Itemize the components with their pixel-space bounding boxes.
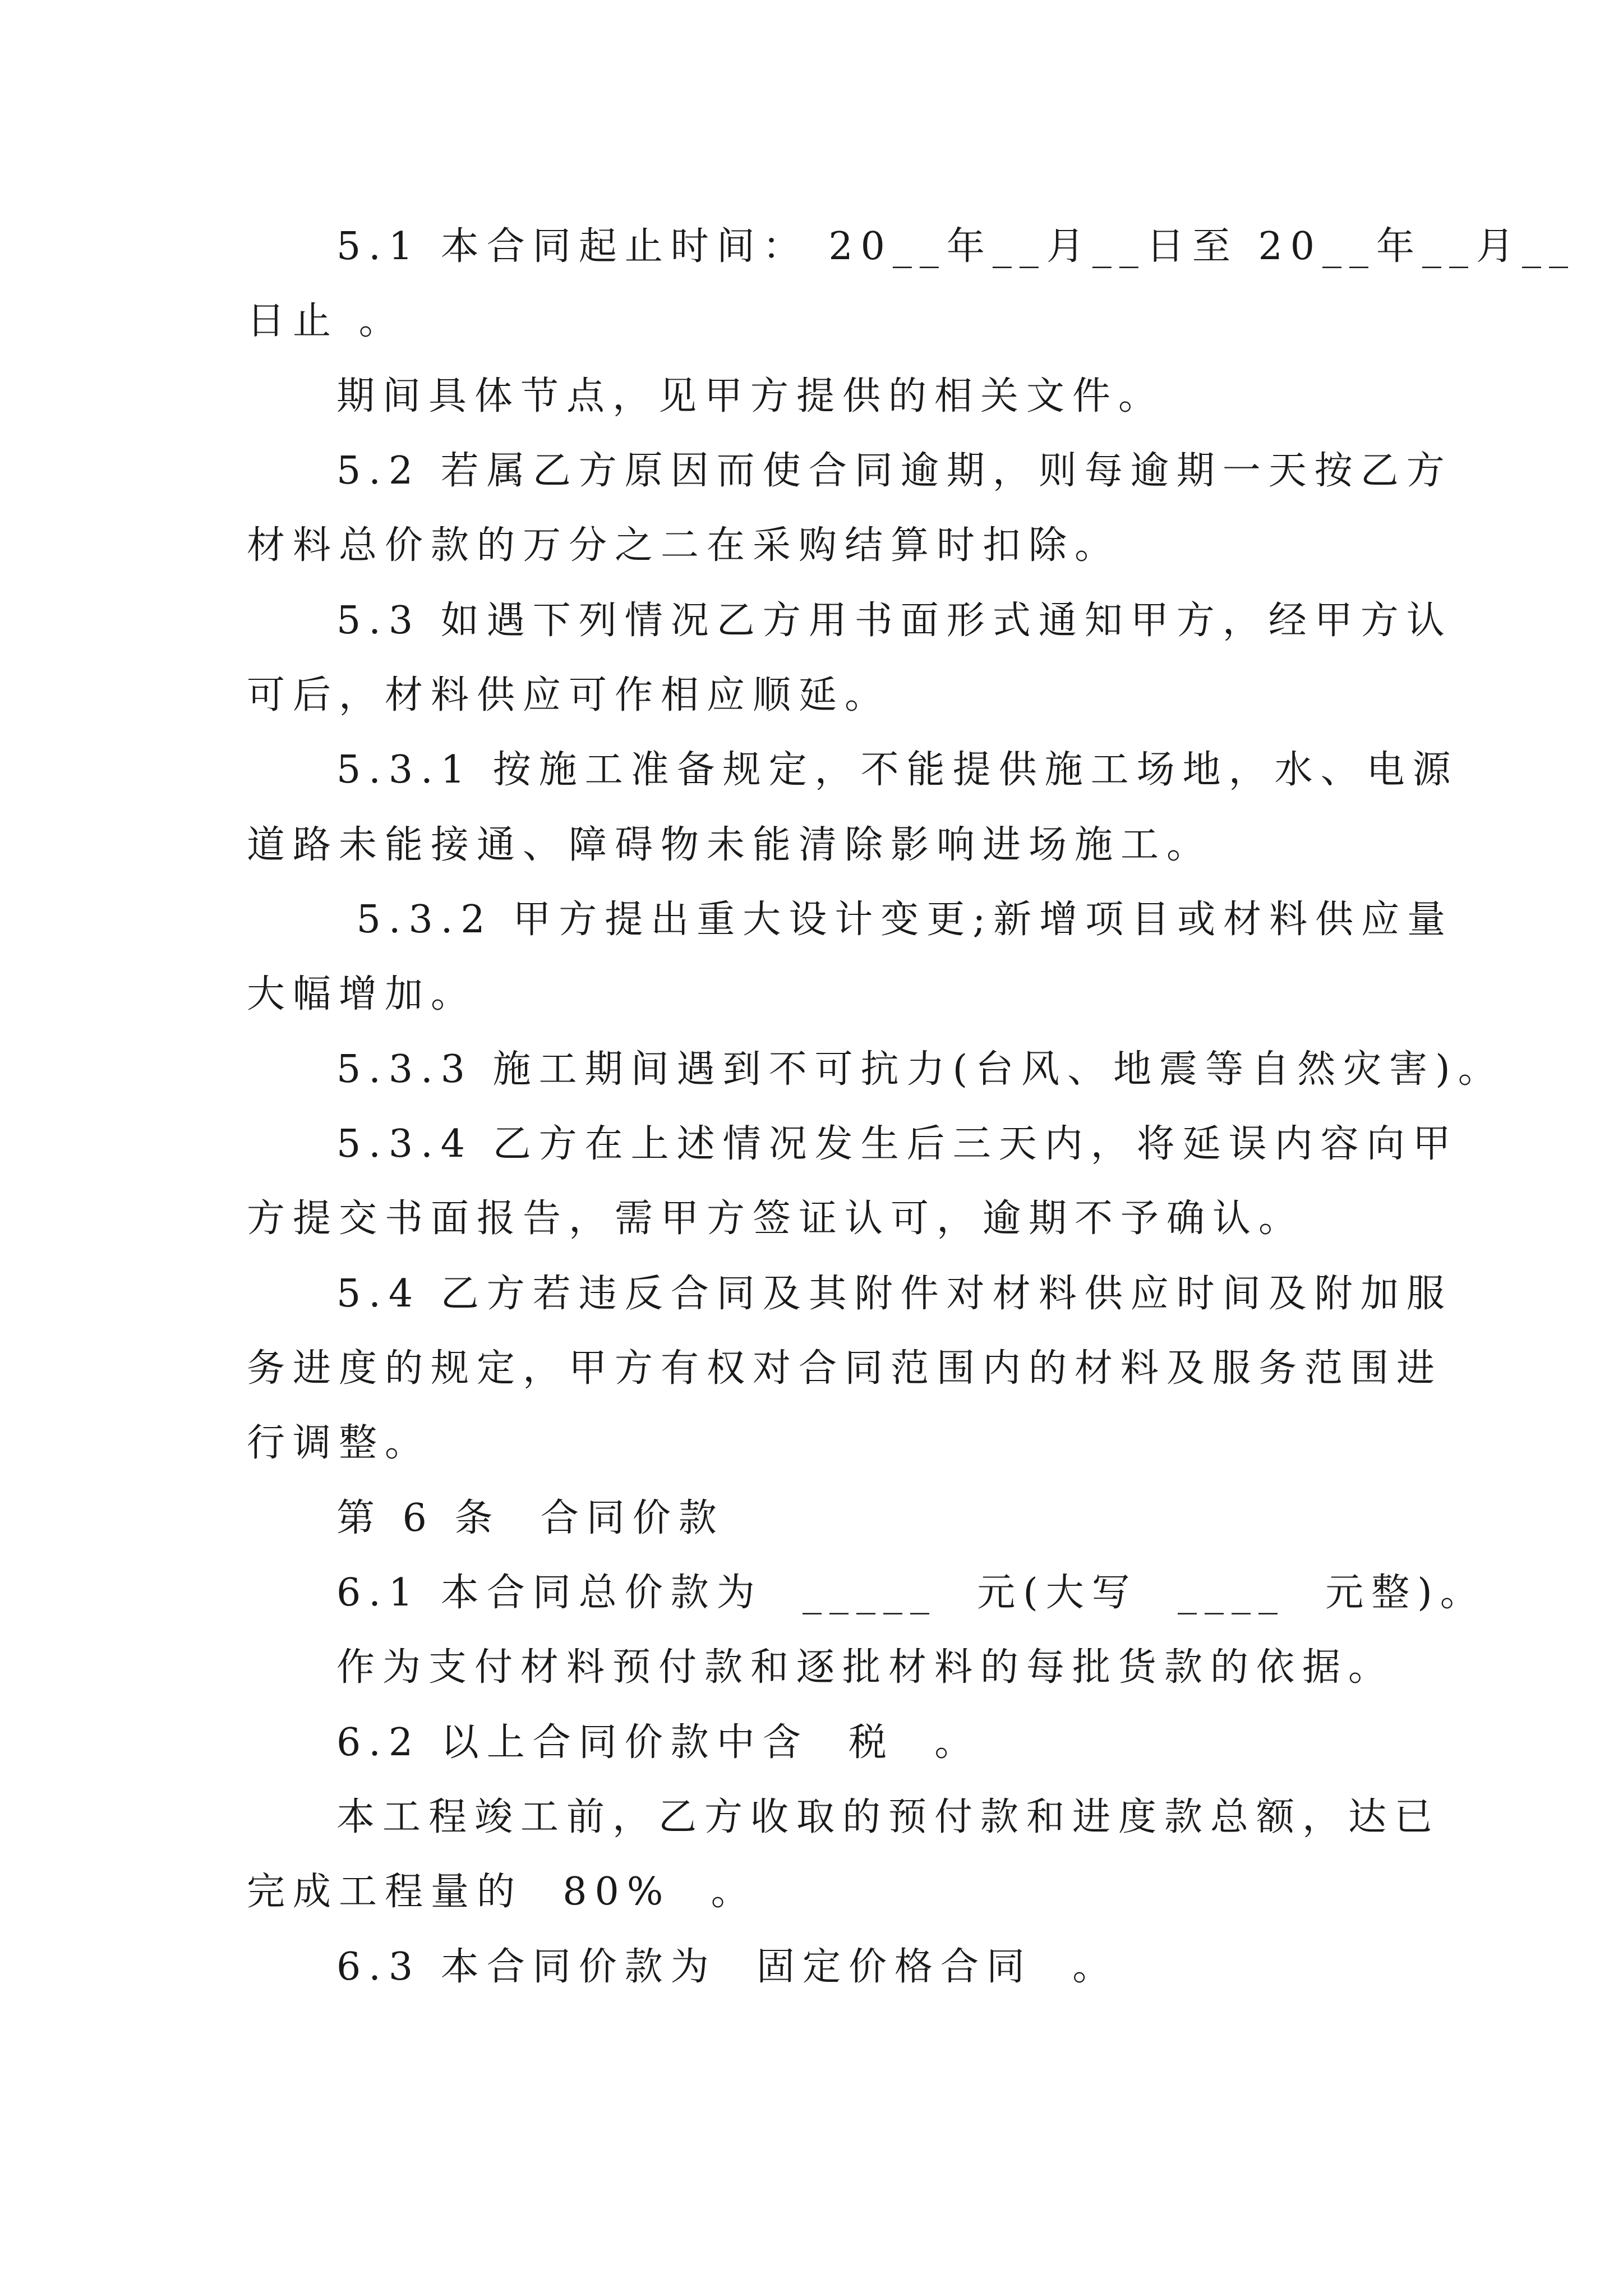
text-line-5-3-3: 5.3.3 施工期间遇到不可抗力(台风、地震等自然灾害)。 xyxy=(336,1047,1504,1092)
text-line-5-1-a: 5.1 本合同起止时间： 20__年__月__日至 20__年__月__ xyxy=(336,224,1576,269)
text-line-5-3-2-a: 5.3.2 甲方提出重大设计变更;新增项目或材料供应量 xyxy=(336,898,1454,942)
text-line-5-3-4-a: 5.3.4 乙方在上述情况发生后三天内，将延误内容向甲 xyxy=(336,1122,1459,1166)
section-heading-article-6: 第 6 条 合同价款 xyxy=(336,1496,725,1540)
text-line-5-3-4-b: 方提交书面报告，需甲方签证认可，逾期不予确认。 xyxy=(247,1197,1305,1241)
text-line-5-1-b: 日止 。 xyxy=(247,299,405,343)
text-line-5-4-b: 务进度的规定，甲方有权对合同范围内的材料及服务范围进 xyxy=(247,1346,1443,1391)
text-line-6-1-basis: 作为支付材料预付款和逐批材料的每批货款的依据。 xyxy=(336,1645,1395,1690)
text-line-5-3-b: 可后，材料供应可作相应顺延。 xyxy=(247,673,891,717)
text-line-5-3-1-a: 5.3.1 按施工准备规定，不能提供施工场地，水、电源 xyxy=(336,748,1459,792)
text-line-5-3-a: 5.3 如遇下列情况乙方用书面形式通知甲方，经甲方认 xyxy=(336,599,1453,643)
text-line-6-1: 6.1 本合同总价款为 _____ 元(大写 ____ 元整)。 xyxy=(336,1571,1486,1615)
text-line-6-2: 6.2 以上合同价款中含 税 。 xyxy=(336,1720,981,1765)
text-line-5-3-2-b: 大幅增加。 xyxy=(247,972,477,1016)
text-line-5-2-a: 5.2 若属乙方原因而使合同逾期，则每逾期一天按乙方 xyxy=(336,449,1453,493)
text-line-6-2-note-a: 本工程竣工前，乙方收取的预付款和进度款总额，达已 xyxy=(336,1795,1441,1839)
text-line-period: 期间具体节点，见甲方提供的相关文件。 xyxy=(336,374,1165,418)
text-line-6-3: 6.3 本合同价款为 固定价格合同 。 xyxy=(336,1945,1119,1989)
text-line-6-2-note-b: 完成工程量的 80% 。 xyxy=(247,1870,757,1914)
text-line-5-4-c: 行调整。 xyxy=(247,1421,431,1465)
text-line-5-4-a: 5.4 乙方若违反合同及其附件对材料供应时间及附加服 xyxy=(336,1272,1453,1316)
text-line-5-3-1-b: 道路未能接通、障碍物未能清除影响进场施工。 xyxy=(247,823,1213,867)
text-line-5-2-b: 材料总价款的万分之二在采购结算时扣除。 xyxy=(247,523,1121,568)
